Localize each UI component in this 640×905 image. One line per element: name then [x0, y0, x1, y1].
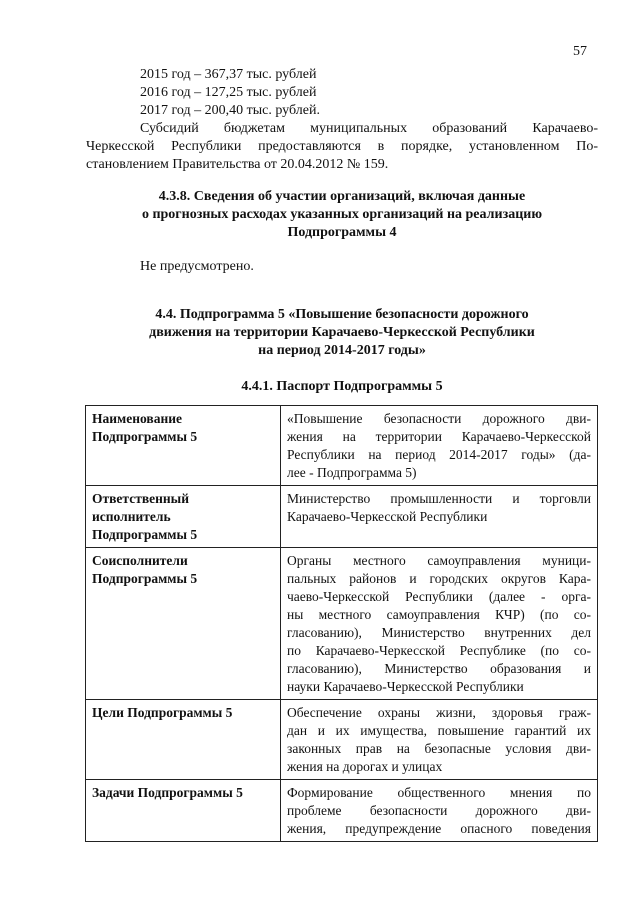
value-line: ны местного самоуправления КЧР) (по со- [287, 607, 591, 622]
value-line: гласованию), Министерство образования и [287, 661, 591, 676]
value-line: по Карачаево-Черкесской Республике (по со- [287, 643, 591, 658]
section-4-4-1-title: 4.4.1. Паспорт Подпрограммы 5 [241, 379, 443, 394]
value-line: «Повышение безопасности дорожного дви- [287, 411, 591, 426]
passport-label-responsible [86, 486, 281, 548]
label-line: Наименование [92, 411, 182, 426]
passport-value-goals [281, 700, 598, 780]
table-row [86, 406, 598, 486]
section-4-4-heading [86, 306, 598, 360]
label-line: Цели Подпрограммы 5 [92, 705, 233, 720]
section-4-4-title-line-3: на период 2014-2017 годы» [258, 343, 426, 358]
section-4-3-8-heading [86, 188, 598, 242]
label-line: Подпрограммы 5 [92, 571, 198, 586]
label-line: Ответственный [92, 491, 189, 506]
value-line: Карачаево-Черкесской Республики [287, 509, 488, 524]
value-line: Обеспечение охраны жизни, здоровья граж- [287, 705, 591, 720]
section-4-4-title-line-2: движения на территории Карачаево-Черкесской Республики [149, 325, 535, 340]
value-line: Формирование общественного мнения по [287, 785, 591, 800]
subsidy-paragraph [86, 120, 598, 174]
section-4-3-8-title-line-2: о прогнозных расходах указанных организаций на реализацию [141, 207, 543, 222]
label-line: Подпрограммы 5 [92, 527, 198, 542]
section-4-3-8-title-line-3: Подпрограммы 4 [287, 225, 397, 240]
value-line: лее - Подпрограмма 5) [287, 465, 417, 480]
passport-label-tasks [86, 780, 281, 842]
table-row [86, 780, 598, 842]
value-line: законных прав на безопасные условия дви- [287, 741, 591, 756]
value-line: жения, предупреждение опасного поведения [287, 821, 591, 836]
label-line: Подпрограммы 5 [92, 429, 198, 444]
passport-table [85, 405, 598, 842]
section-4-4-title-line-1: 4.4. Подпрограмма 5 «Повышение безопасности дорожного [155, 307, 529, 322]
intro-line-2015: 2015 год – 367,37 тыс. рублей [140, 67, 317, 82]
subsidy-line-1: Субсидий бюджетам муниципальных образований Карачаево- [140, 121, 598, 136]
table-row [86, 486, 598, 548]
value-line: жения на дорогах и улицах [287, 759, 443, 774]
passport-label-name [86, 406, 281, 486]
section-4-3-8-title-line-1: 4.3.8. Сведения об участии организаций, включая данные [158, 189, 526, 204]
section-4-4-1-heading [86, 378, 598, 396]
passport-label-goals [86, 700, 281, 780]
value-line: гласованию), Министерство внутренних дел [287, 625, 591, 640]
value-line: пальных районов и городских округов Кара- [287, 571, 591, 586]
passport-value-responsible [281, 486, 598, 548]
passport-value-tasks [281, 780, 598, 842]
passport-value-co-executors [281, 548, 598, 700]
table-row [86, 700, 598, 780]
passport-value-name [281, 406, 598, 486]
label-line: исполнитель [92, 509, 171, 524]
intro-line-2017: 2017 год – 200,40 тыс. рублей. [140, 103, 320, 118]
section-4-3-8-body: Не предусмотрено. [140, 259, 254, 274]
value-line: Министерство промышленности и торговли [287, 491, 591, 506]
value-line: Органы местного самоуправления муници- [287, 553, 591, 568]
page-number: 57 [573, 44, 587, 59]
value-line: Республики на период 2014-2017 годы» (да- [287, 447, 591, 462]
value-line: чаево-Черкесской Республики (далее - орга- [287, 589, 591, 604]
value-line: науки Карачаево-Черкесской Республики [287, 679, 524, 694]
subsidy-line-2: Черкесской Республики предоставляются в порядке, установленном По- [86, 139, 598, 154]
subsidy-line-3: становлением Правительства от 20.04.2012 № 159. [86, 157, 389, 172]
value-line: дан и их имущества, повышение гарантий их [287, 723, 591, 738]
intro-line-2016: 2016 год – 127,25 тыс. рублей [140, 85, 317, 100]
value-line: проблеме безопасности дорожного дви- [287, 803, 591, 818]
passport-label-co-executors [86, 548, 281, 700]
label-line: Соисполнители [92, 553, 188, 568]
table-row [86, 548, 598, 700]
label-line: Задачи Подпрограммы 5 [92, 785, 243, 800]
value-line: жения на территории Карачаево-Черкесской [287, 429, 591, 444]
